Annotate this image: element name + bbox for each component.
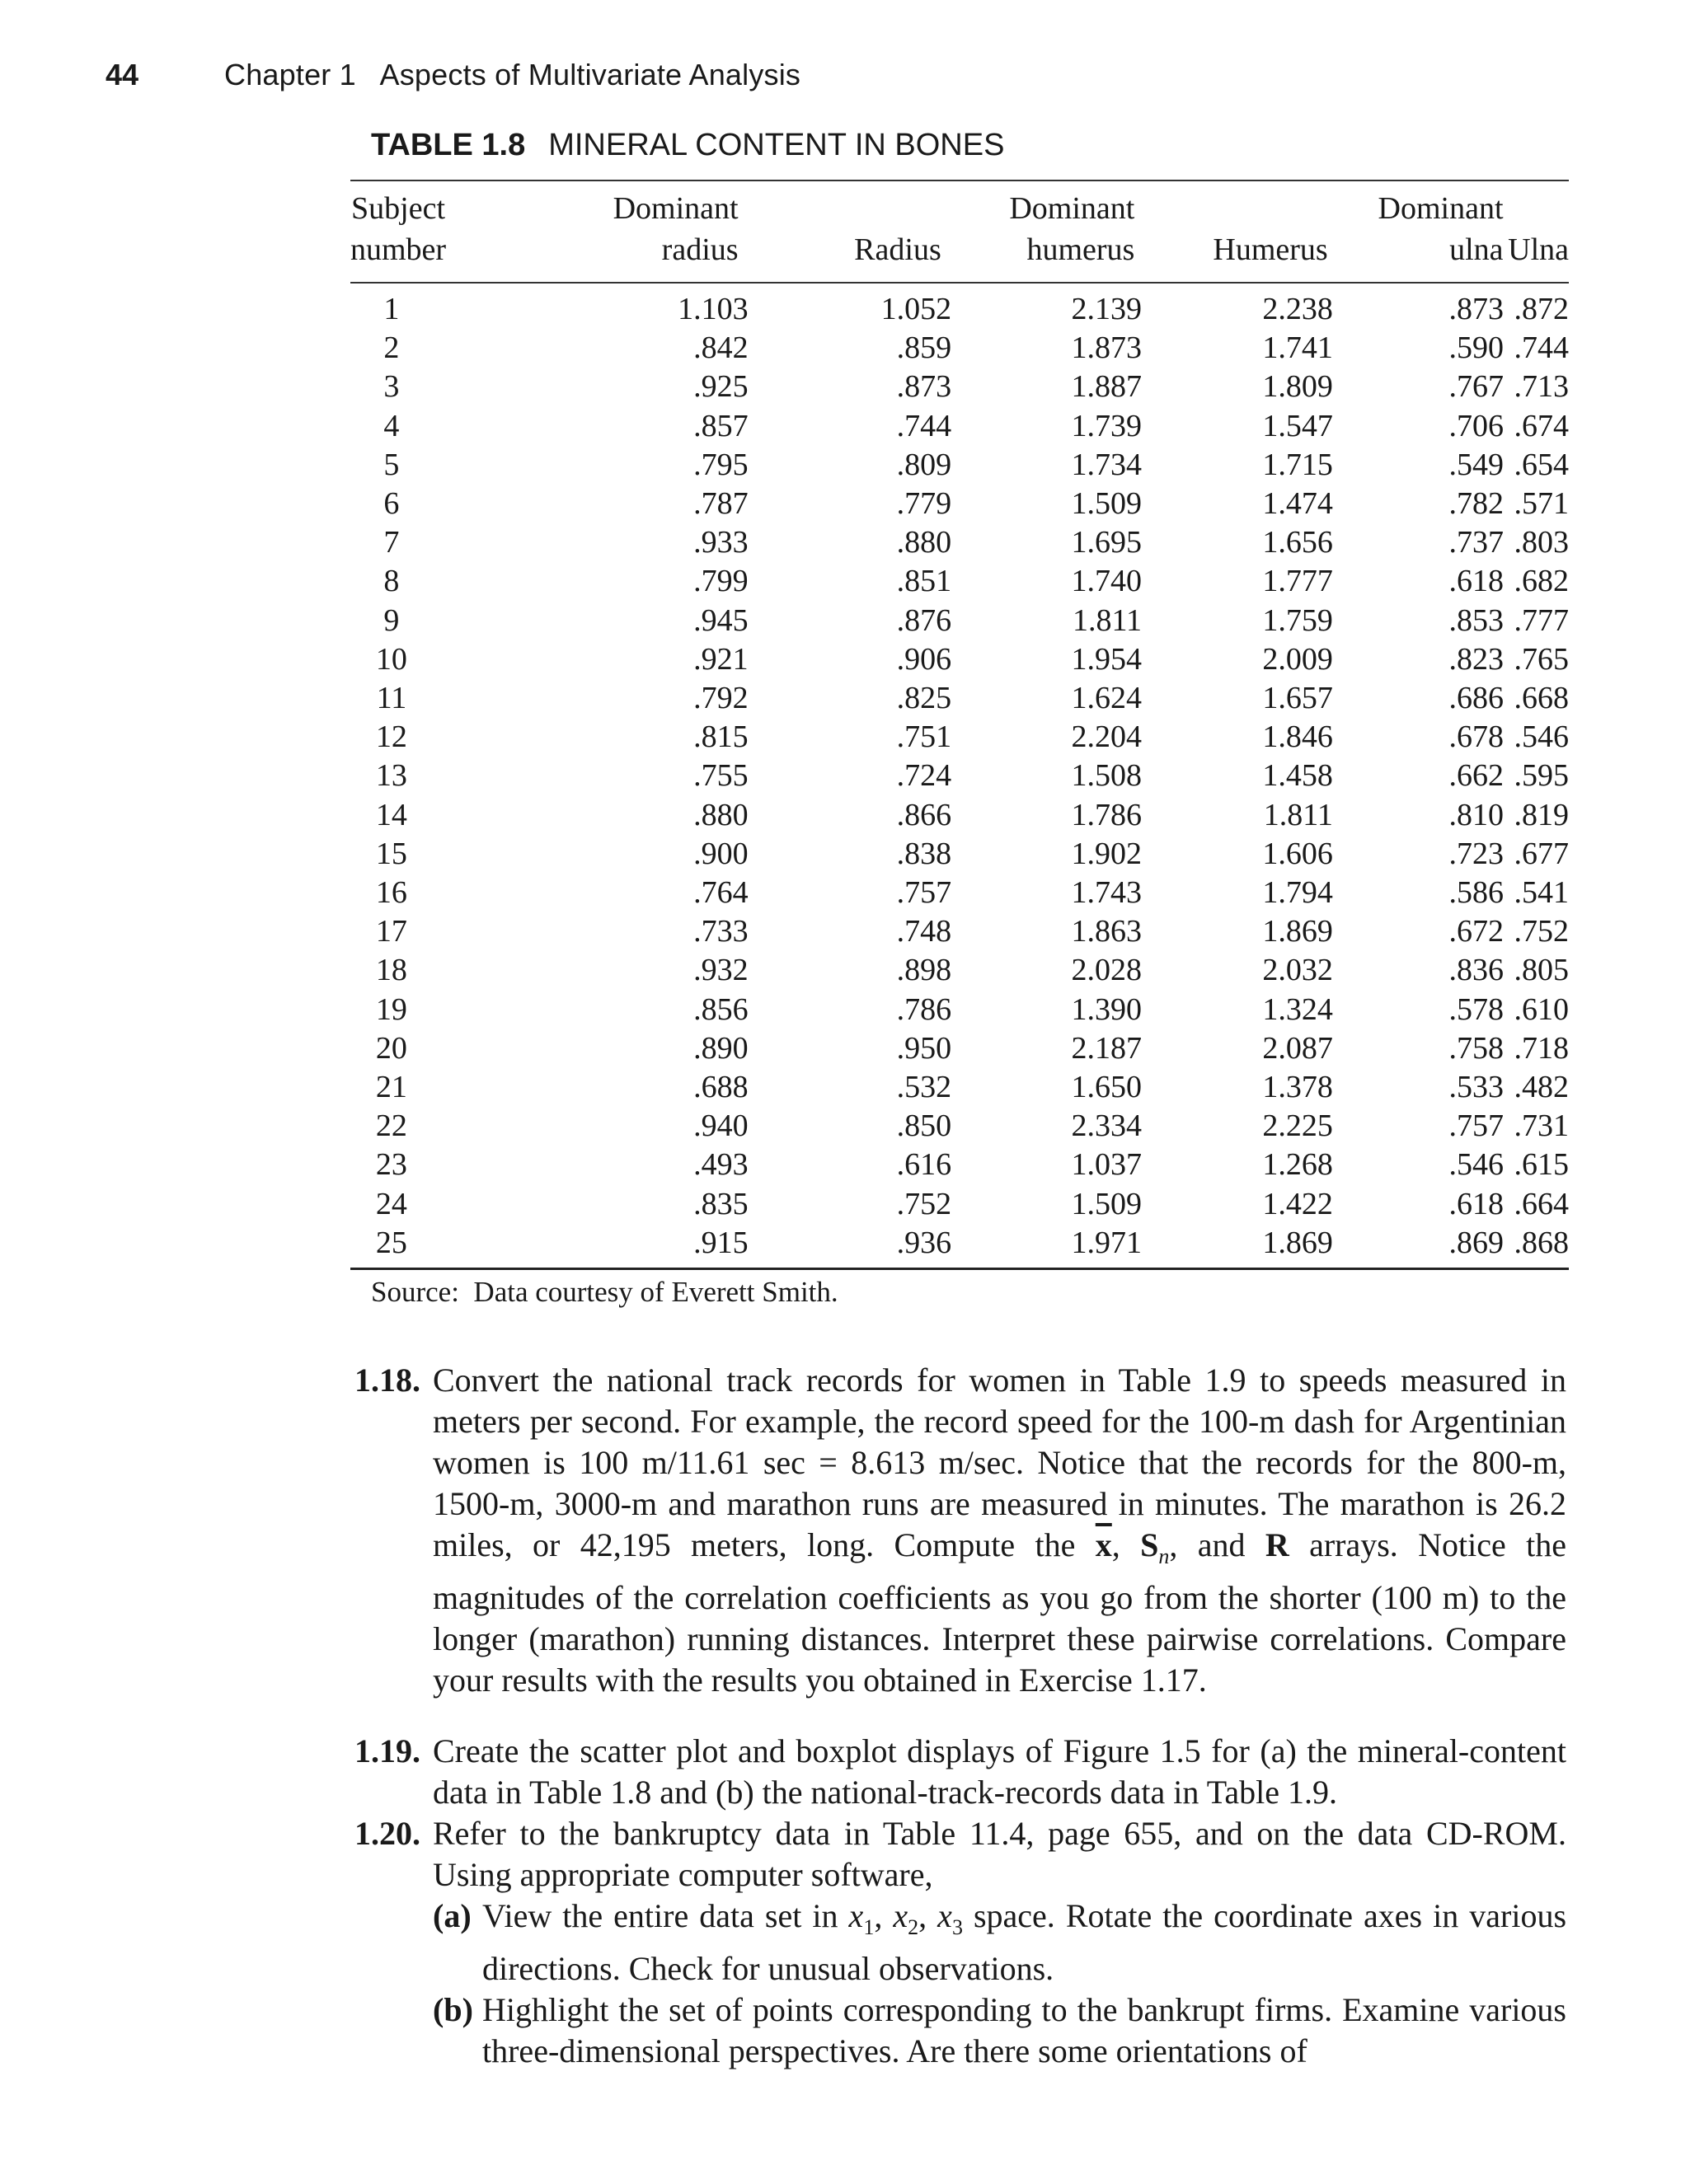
column-header-humerus: Humerus: [1213, 232, 1328, 267]
column-header-dominant-humerus: Dominant humerus: [1009, 191, 1135, 267]
value-cell: 1.743: [1071, 875, 1143, 911]
subject-number-cell: 7: [383, 525, 400, 560]
exercise-text: Convert the national track records for women in Table 1.9 to speeds measured in meters per second. For example, the record speed for the 100-m dash for Argentinian women is 100 m/11.61 sec = 8.613 m/sec. Notice that the records for the 800-m, 1500-m, 3000-m and marathon runs are measured in minutes. The marathon is 26.2 miles, or 42,195 meters, long. Compute the $\overline{x}$, $S_n$, and R arrays. Notice the magnitudes of the correlation coefficients as you go from the shorter (100 m) to the longer (marathon) running distances. Interpret these pairwise correlations. Compare your results with the results you obtained in Exercise 1.17.: [433, 1361, 1566, 1699]
column-header-dominant-radius: Dominant radius: [613, 191, 739, 267]
value-cell: 1.458: [1262, 758, 1333, 794]
subject-number-cell: 18: [375, 953, 407, 988]
subject-number-cell: 11: [376, 681, 407, 716]
table-row: [350, 912, 1569, 951]
value-cell: 2.238: [1262, 292, 1333, 326]
subject-number-cell: 21: [375, 1070, 407, 1105]
value-cell: 1.740: [1071, 564, 1143, 599]
value-cell: 2.187: [1071, 1030, 1143, 1066]
value-cell: .873: [896, 369, 952, 405]
value-cell: .777: [1514, 602, 1569, 638]
value-cell: .713: [1514, 369, 1569, 405]
value-cell: .873: [1448, 292, 1505, 326]
subject-number-cell: 24: [375, 1186, 407, 1221]
value-cell: 1.052: [880, 292, 952, 326]
value-cell: 1.811: [1263, 797, 1333, 832]
exercise-part-a: (a) View the entire data set in $x_1$, $x_2$, $x_3$ space. Rotate the coordinate axes in various directions. Check for unusual observations.: [433, 1897, 1567, 1987]
table-row: [350, 718, 1569, 757]
value-cell: .932: [693, 953, 749, 988]
value-cell: 1.786: [1071, 797, 1143, 832]
exercise-number: 1.20.: [354, 1815, 420, 1852]
value-cell: .541: [1514, 875, 1569, 911]
value-cell: .615: [1514, 1147, 1569, 1183]
column-header-subject: Subject number: [350, 191, 447, 267]
table-row: [350, 874, 1569, 912]
value-cell: .616: [896, 1147, 952, 1183]
subject-number-cell: 3: [383, 369, 400, 405]
table-row: [350, 446, 1569, 485]
value-cell: .898: [896, 953, 952, 988]
value-cell: .835: [693, 1186, 749, 1221]
value-cell: .546: [1448, 1147, 1505, 1183]
value-cell: .842: [693, 330, 749, 366]
value-cell: .850: [896, 1108, 952, 1144]
table-row: [350, 523, 1569, 562]
value-cell: .706: [1448, 408, 1505, 443]
exercise-number: 1.19.: [354, 1732, 420, 1769]
value-cell: .668: [1514, 681, 1569, 716]
value-cell: 2.139: [1071, 292, 1143, 326]
value-cell: .940: [693, 1108, 749, 1144]
value-cell: 2.009: [1262, 641, 1333, 677]
subject-number-cell: 20: [375, 1030, 407, 1066]
value-cell: 1.887: [1071, 369, 1143, 405]
value-cell: .792: [693, 681, 749, 716]
value-cell: .752: [896, 1186, 952, 1221]
value-cell: .654: [1514, 447, 1569, 482]
value-cell: .664: [1514, 1186, 1569, 1221]
table-caption: [371, 128, 1004, 163]
value-cell: .758: [1448, 1030, 1505, 1066]
subject-number-cell: 15: [375, 836, 407, 871]
column-header-radius: Radius: [854, 232, 941, 267]
subject-number-cell: 6: [383, 486, 400, 522]
value-cell: 1.657: [1262, 681, 1333, 716]
exercise-part-b: (b) Highlight the set of points corresponding to the bankrupt firms. Examine various three-dimensional perspectives. Are there some orientations of: [433, 1991, 1566, 2069]
value-cell: .803: [1514, 525, 1569, 560]
value-cell: .880: [896, 525, 952, 560]
table-source: Source: Data courtesy of Everett Smith.: [371, 1276, 838, 1308]
value-cell: 1.794: [1262, 875, 1333, 911]
table-row: [350, 562, 1569, 601]
value-cell: .757: [1448, 1108, 1505, 1144]
table-row: [350, 835, 1569, 874]
value-cell: .838: [896, 836, 952, 871]
value-cell: .618: [1448, 1186, 1505, 1221]
value-cell: .674: [1514, 408, 1569, 443]
value-cell: 1.734: [1071, 447, 1143, 482]
subject-number-cell: 13: [375, 758, 407, 794]
value-cell: .787: [693, 486, 749, 522]
subject-number-cell: 1: [383, 292, 400, 326]
correlation-symbol: R: [1265, 1526, 1289, 1563]
value-cell: .618: [1448, 564, 1505, 599]
value-cell: 1.656: [1262, 525, 1333, 560]
subject-number-cell: 5: [383, 447, 400, 482]
value-cell: .578: [1448, 991, 1505, 1027]
table-row: [350, 329, 1569, 368]
value-cell: 1.695: [1071, 525, 1143, 560]
chapter-title: Chapter 1 Aspects of Multivariate Analysis: [224, 58, 801, 91]
subject-number-cell: 25: [375, 1225, 407, 1260]
value-cell: .546: [1514, 719, 1569, 755]
value-cell: .571: [1514, 486, 1569, 522]
value-cell: 1.474: [1262, 486, 1333, 522]
subject-number-cell: 22: [375, 1108, 407, 1144]
value-cell: .549: [1448, 447, 1505, 482]
value-cell: .595: [1514, 758, 1569, 794]
value-cell: .757: [896, 875, 952, 911]
subject-number-cell: 4: [383, 408, 400, 443]
subject-number-cell: 23: [375, 1147, 407, 1183]
subject-number-cell: 16: [375, 875, 407, 911]
table-row: [350, 951, 1569, 990]
exercise-text: Refer to the bankruptcy data in Table 11.4, page 655, and on the data CD-ROM. Using appropriate computer software,: [433, 1815, 1566, 1893]
table-row: [350, 368, 1569, 406]
value-cell: .950: [896, 1030, 952, 1066]
value-cell: .532: [896, 1070, 952, 1105]
value-cell: .767: [1448, 369, 1505, 405]
value-cell: 1.547: [1262, 408, 1333, 443]
value-cell: .765: [1514, 641, 1569, 677]
value-cell: .731: [1514, 1108, 1569, 1144]
value-cell: .810: [1448, 797, 1505, 832]
value-cell: .733: [693, 914, 749, 949]
table-row: [350, 1224, 1569, 1263]
table-row: [350, 1068, 1569, 1107]
value-cell: 2.087: [1262, 1030, 1333, 1066]
table-body: [350, 290, 1569, 1263]
value-cell: .688: [693, 1070, 749, 1105]
value-cell: 1.390: [1071, 991, 1143, 1027]
exercise-text: Create the scatter plot and boxplot displays of Figure 1.5 for (a) the mineral-content data in Table 1.8 and (b) the national-track-records data in Table 1.9.: [433, 1732, 1566, 1811]
value-cell: .836: [1448, 953, 1505, 988]
value-cell: .677: [1514, 836, 1569, 871]
value-cell: .799: [693, 564, 749, 599]
value-cell: .744: [896, 408, 952, 443]
value-cell: 1.650: [1071, 1070, 1143, 1105]
value-cell: 1.624: [1071, 681, 1143, 716]
value-cell: .744: [1514, 330, 1569, 366]
table-row: [350, 640, 1569, 679]
value-cell: 1.268: [1262, 1147, 1333, 1183]
value-cell: .872: [1514, 292, 1569, 326]
value-cell: .933: [693, 525, 749, 560]
value-cell: .890: [693, 1030, 749, 1066]
table-row: [350, 1107, 1569, 1146]
bottom-rule: [350, 1268, 1569, 1270]
table-header: [350, 188, 1569, 270]
value-cell: .921: [693, 641, 749, 677]
value-cell: .610: [1514, 991, 1569, 1027]
value-cell: .945: [693, 602, 749, 638]
running-header: [0, 58, 1690, 94]
value-cell: 1.606: [1262, 836, 1333, 871]
value-cell: 1.846: [1262, 719, 1333, 755]
value-cell: .752: [1514, 914, 1569, 949]
value-cell: 1.954: [1071, 641, 1143, 677]
value-cell: 1.741: [1262, 330, 1333, 366]
value-cell: 1.378: [1262, 1070, 1333, 1105]
value-cell: .906: [896, 641, 952, 677]
value-cell: 1.509: [1071, 1186, 1143, 1221]
value-cell: 1.037: [1071, 1147, 1143, 1183]
value-cell: 2.334: [1071, 1108, 1143, 1144]
mean-vector-symbol: $\overline{x}$: [1095, 1526, 1112, 1563]
table-row: [350, 1146, 1569, 1184]
value-cell: 1.869: [1262, 1225, 1333, 1260]
value-cell: .590: [1448, 330, 1505, 366]
table-row: [350, 991, 1569, 1029]
value-cell: .533: [1448, 1070, 1505, 1105]
value-cell: 1.809: [1262, 369, 1333, 405]
table-row: [350, 757, 1569, 795]
exercise-1-20: [354, 1813, 1566, 2072]
mineral-table: [350, 180, 1569, 1270]
column-header-dominant-ulna: Dominant ulna: [1378, 191, 1504, 267]
value-cell: 2.204: [1071, 719, 1143, 755]
value-cell: .779: [896, 486, 952, 522]
value-cell: .482: [1514, 1070, 1569, 1105]
value-cell: .786: [896, 991, 952, 1027]
value-cell: 1.902: [1071, 836, 1143, 871]
table-row: [350, 1029, 1569, 1068]
value-cell: .782: [1448, 486, 1505, 522]
table-row: [350, 796, 1569, 835]
value-cell: 1.739: [1071, 408, 1143, 443]
value-cell: .880: [693, 797, 749, 832]
value-cell: .751: [896, 719, 952, 755]
value-cell: 1.508: [1071, 758, 1143, 794]
value-cell: .823: [1448, 641, 1505, 677]
value-cell: 1.777: [1262, 564, 1333, 599]
value-cell: .868: [1514, 1225, 1569, 1260]
value-cell: .876: [896, 602, 952, 638]
value-cell: .493: [693, 1147, 749, 1183]
table-title: MINERAL CONTENT IN BONES: [548, 128, 1005, 162]
table-row: [350, 679, 1569, 718]
value-cell: .857: [693, 408, 749, 443]
subject-number-cell: 12: [375, 719, 407, 755]
subject-number-cell: 19: [375, 991, 407, 1027]
value-cell: .678: [1448, 719, 1505, 755]
value-cell: 1.509: [1071, 486, 1143, 522]
value-cell: 1.869: [1262, 914, 1333, 949]
value-cell: 1.811: [1072, 602, 1143, 638]
value-cell: 1.971: [1071, 1225, 1143, 1260]
value-cell: .586: [1448, 875, 1505, 911]
value-cell: 2.028: [1071, 953, 1143, 988]
value-cell: .755: [693, 758, 749, 794]
value-cell: .748: [896, 914, 952, 949]
value-cell: .718: [1514, 1030, 1569, 1066]
value-cell: .915: [693, 1225, 749, 1260]
exercise-1-18: [354, 1360, 1566, 1701]
table-row: [350, 485, 1569, 523]
covariance-symbol: S: [1140, 1526, 1159, 1563]
table-row: [350, 602, 1569, 640]
page-number: 44: [106, 58, 139, 91]
value-cell: 2.225: [1262, 1108, 1333, 1144]
value-cell: 1.103: [678, 292, 749, 326]
value-cell: 1.863: [1071, 914, 1143, 949]
value-cell: .866: [896, 797, 952, 832]
subject-number-cell: 10: [375, 641, 407, 677]
value-cell: .795: [693, 447, 749, 482]
value-cell: .825: [896, 681, 952, 716]
table-row: [350, 1185, 1569, 1224]
value-cell: 1.759: [1262, 602, 1333, 638]
value-cell: 1.422: [1262, 1186, 1333, 1221]
value-cell: .686: [1448, 681, 1505, 716]
value-cell: .815: [693, 719, 749, 755]
table-label: TABLE 1.8: [371, 128, 526, 162]
value-cell: .662: [1448, 758, 1505, 794]
value-cell: 1.715: [1262, 447, 1333, 482]
exercise-1-19: [354, 1731, 1566, 1813]
value-cell: .851: [896, 564, 952, 599]
value-cell: .900: [693, 836, 749, 871]
value-cell: .859: [896, 330, 952, 366]
subject-number-cell: 2: [383, 330, 400, 366]
value-cell: .936: [896, 1225, 952, 1260]
value-cell: .856: [693, 991, 749, 1027]
value-cell: .723: [1448, 836, 1505, 871]
exercise-number: 1.18.: [354, 1361, 420, 1399]
value-cell: .819: [1514, 797, 1569, 832]
part-label: (b): [433, 1991, 473, 2028]
subject-number-cell: 9: [383, 602, 400, 638]
value-cell: .853: [1448, 602, 1505, 638]
column-header-ulna: Ulna: [1508, 232, 1569, 267]
value-cell: .737: [1448, 525, 1505, 560]
subject-number-cell: 14: [375, 797, 407, 832]
value-cell: .925: [693, 369, 749, 405]
value-cell: .805: [1514, 953, 1569, 988]
value-cell: .869: [1448, 1225, 1505, 1260]
value-cell: .682: [1514, 564, 1569, 599]
value-cell: .724: [896, 758, 952, 794]
subject-number-cell: 8: [383, 564, 400, 599]
table-row: [350, 407, 1569, 446]
value-cell: 2.032: [1262, 953, 1333, 988]
part-label: (a): [433, 1897, 472, 1934]
value-cell: .809: [896, 447, 952, 482]
value-cell: .764: [693, 875, 749, 911]
value-cell: 1.873: [1071, 330, 1143, 366]
subject-number-cell: 17: [375, 914, 407, 949]
table-row: [350, 290, 1569, 329]
value-cell: .672: [1448, 914, 1505, 949]
value-cell: 1.324: [1262, 991, 1333, 1027]
